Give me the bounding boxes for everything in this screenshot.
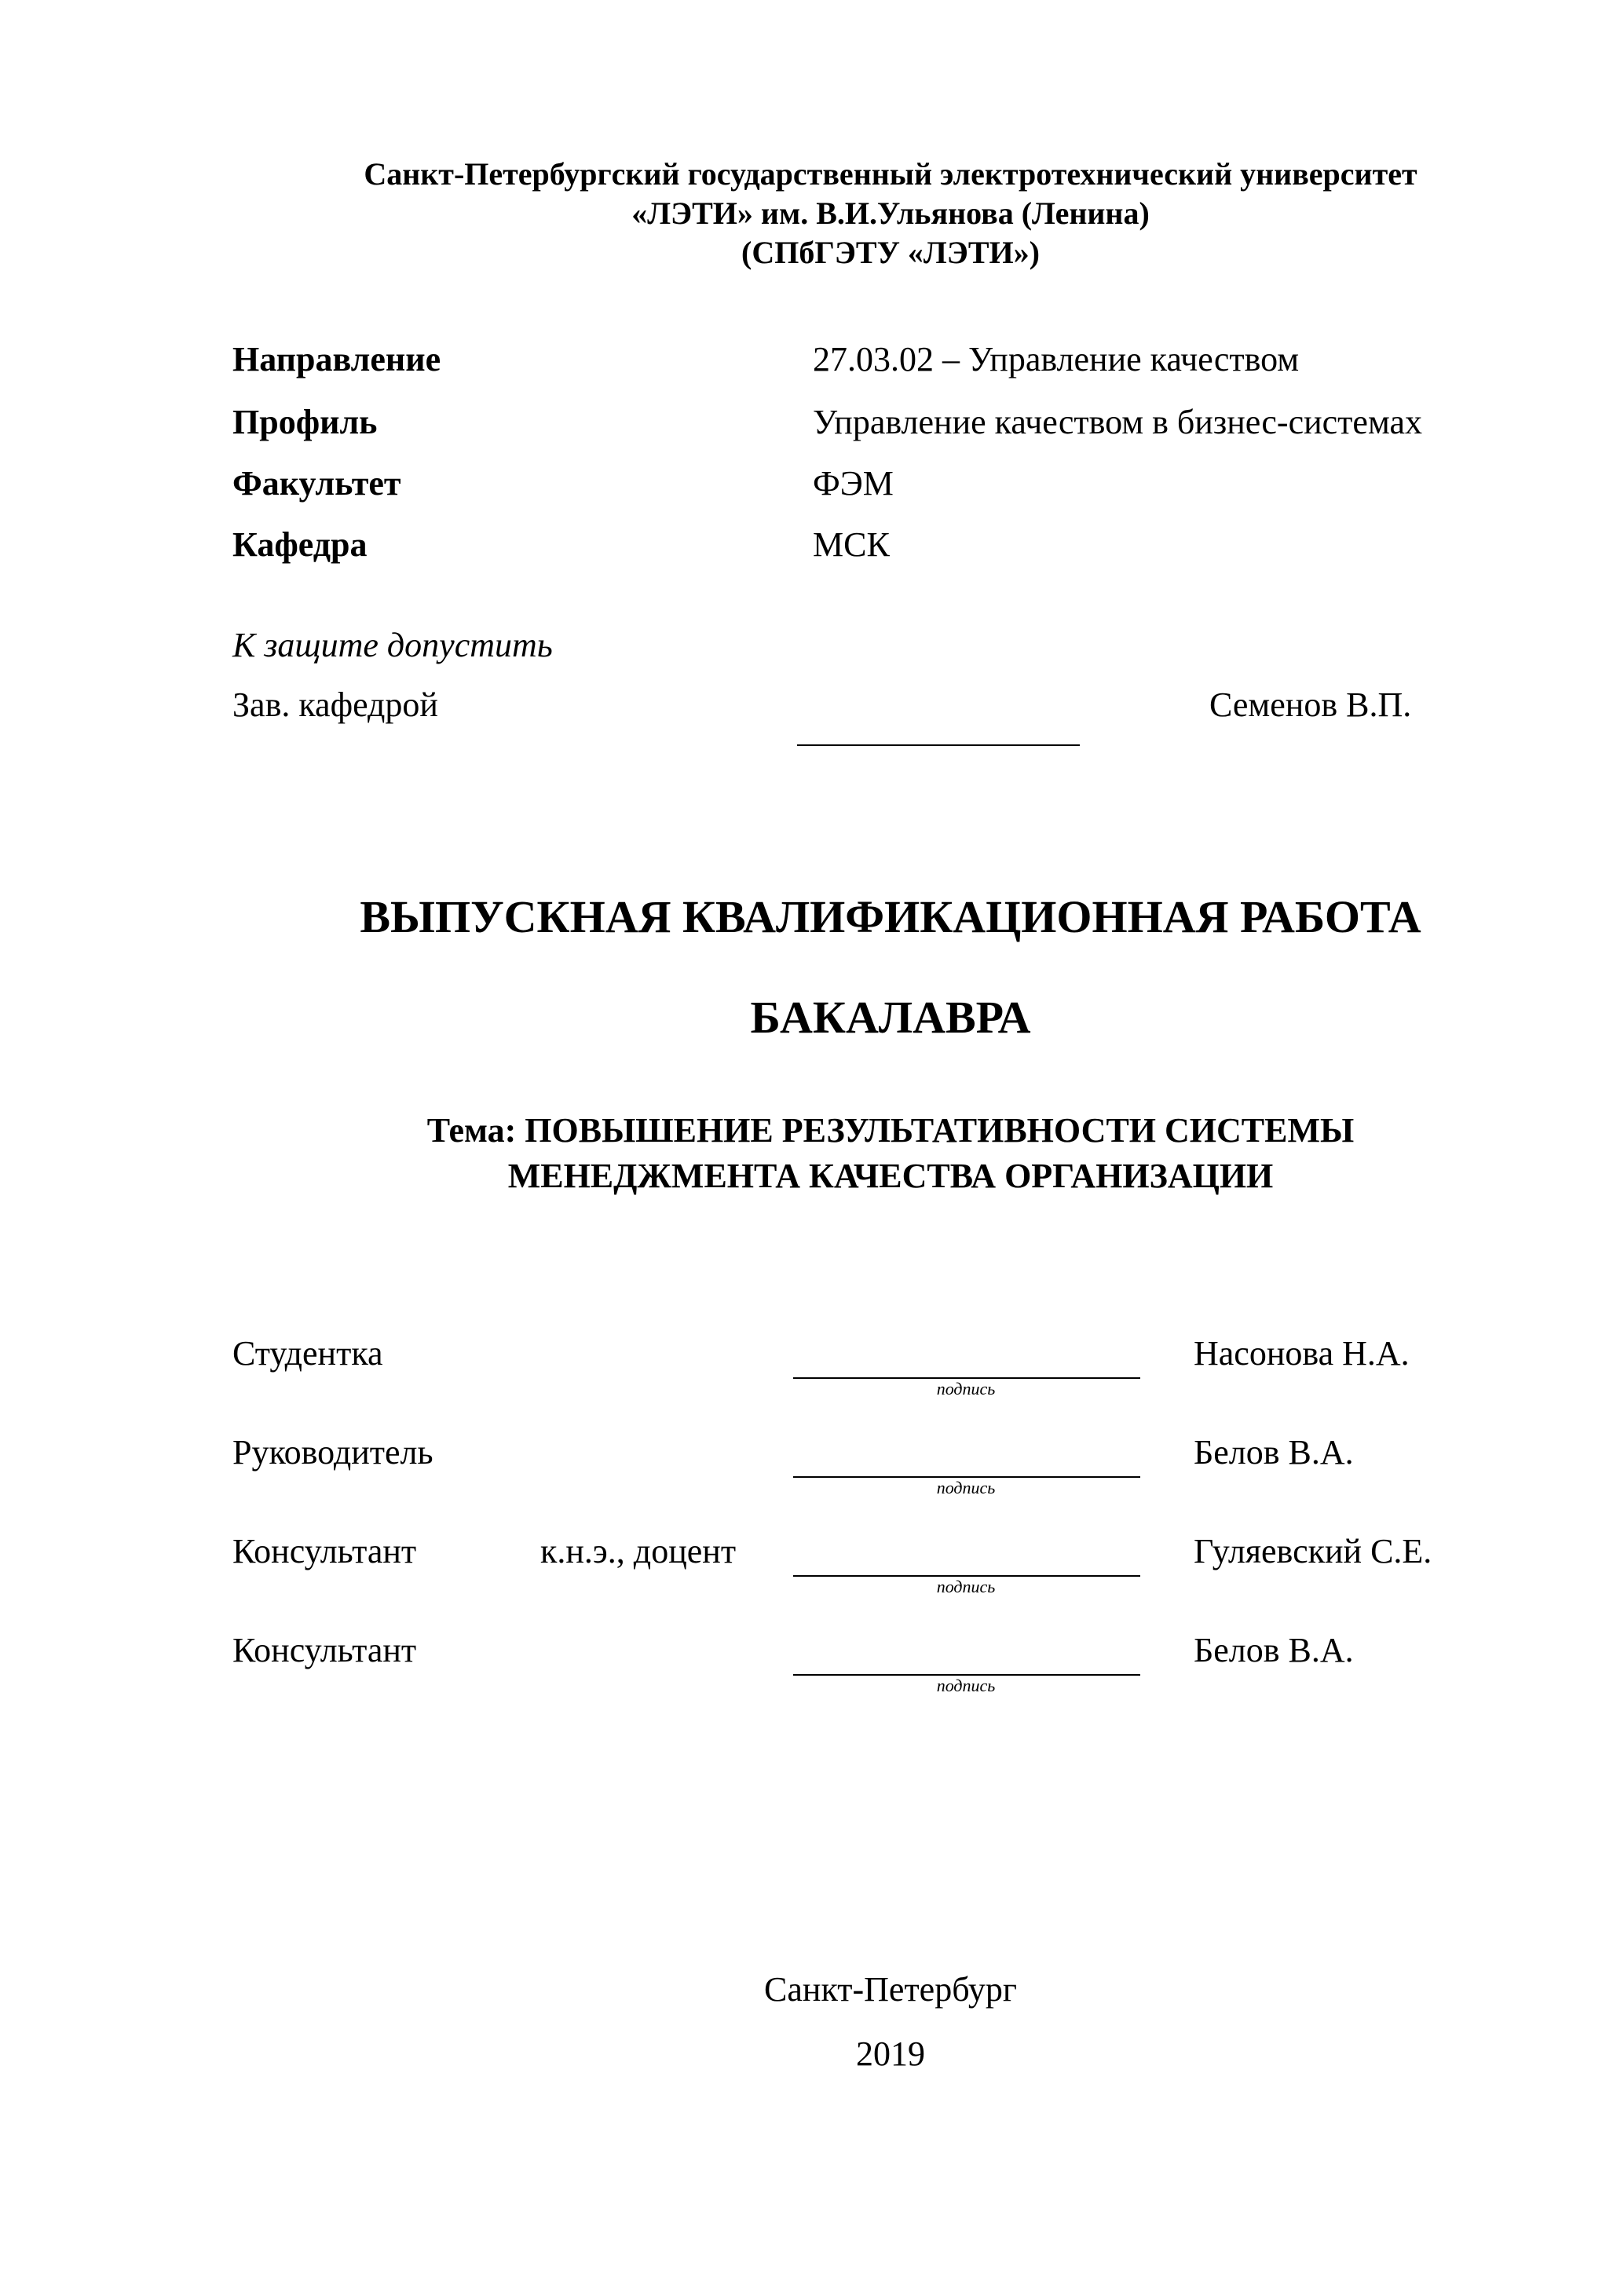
- head-signature-line: [797, 744, 1080, 746]
- direction-value: 27.03.02 – Управление качеством: [813, 340, 1300, 378]
- faculty-label: Факультет: [232, 464, 401, 503]
- head-of-department-label: Зав. кафедрой: [232, 686, 438, 724]
- signature-caption: подпись: [936, 1676, 996, 1695]
- department-value: МСК: [813, 525, 890, 564]
- signature-role: Консультант: [232, 1532, 417, 1570]
- profile-label: Профиль: [232, 403, 378, 441]
- signature-name: Белов В.А.: [1194, 1433, 1354, 1472]
- work-theme-line-2: МЕНЕДЖМЕНТА КАЧЕСТВА ОРГАНИЗАЦИИ: [507, 1157, 1274, 1195]
- signature-role: Студентка: [232, 1334, 383, 1373]
- direction-label: Направление: [232, 340, 441, 378]
- work-degree: БАКАЛАВРА: [750, 992, 1031, 1043]
- signature-name: Гуляевский С.Е.: [1194, 1532, 1432, 1570]
- year: 2019: [856, 2035, 925, 2073]
- signature-role: Руководитель: [232, 1433, 433, 1472]
- department-label: Кафедра: [232, 525, 368, 564]
- signature-title: к.н.э., доцент: [540, 1532, 737, 1570]
- city: Санкт-Петербург: [764, 1970, 1017, 2009]
- signature-name: Белов В.А.: [1194, 1631, 1354, 1669]
- approval-caption: К защите допустить: [232, 626, 553, 664]
- signature-caption: подпись: [936, 1577, 996, 1596]
- university-name-short: «ЛЭТИ» им. В.И.Ульянова (Ленина): [631, 196, 1150, 231]
- university-name: Санкт-Петербургский государственный электротехнический университет: [364, 156, 1417, 192]
- profile-value: Управление качеством в бизнес-системах: [813, 403, 1423, 441]
- signature-caption: подпись: [936, 1478, 996, 1497]
- work-theme-line-1: Тема: ПОВЫШЕНИЕ РЕЗУЛЬТАТИВНОСТИ СИСТЕМЫ: [426, 1111, 1355, 1150]
- faculty-value: ФЭМ: [813, 464, 894, 503]
- work-title: ВЫПУСКНАЯ КВАЛИФИКАЦИОННАЯ РАБОТА: [360, 891, 1421, 942]
- university-abbreviation: (СПбГЭТУ «ЛЭТИ»): [741, 235, 1040, 270]
- signature-caption: подпись: [936, 1379, 996, 1398]
- head-of-department-name: Семенов В.П.: [1209, 686, 1412, 724]
- signature-role: Консультант: [232, 1631, 417, 1669]
- signature-name: Насонова Н.А.: [1194, 1334, 1410, 1373]
